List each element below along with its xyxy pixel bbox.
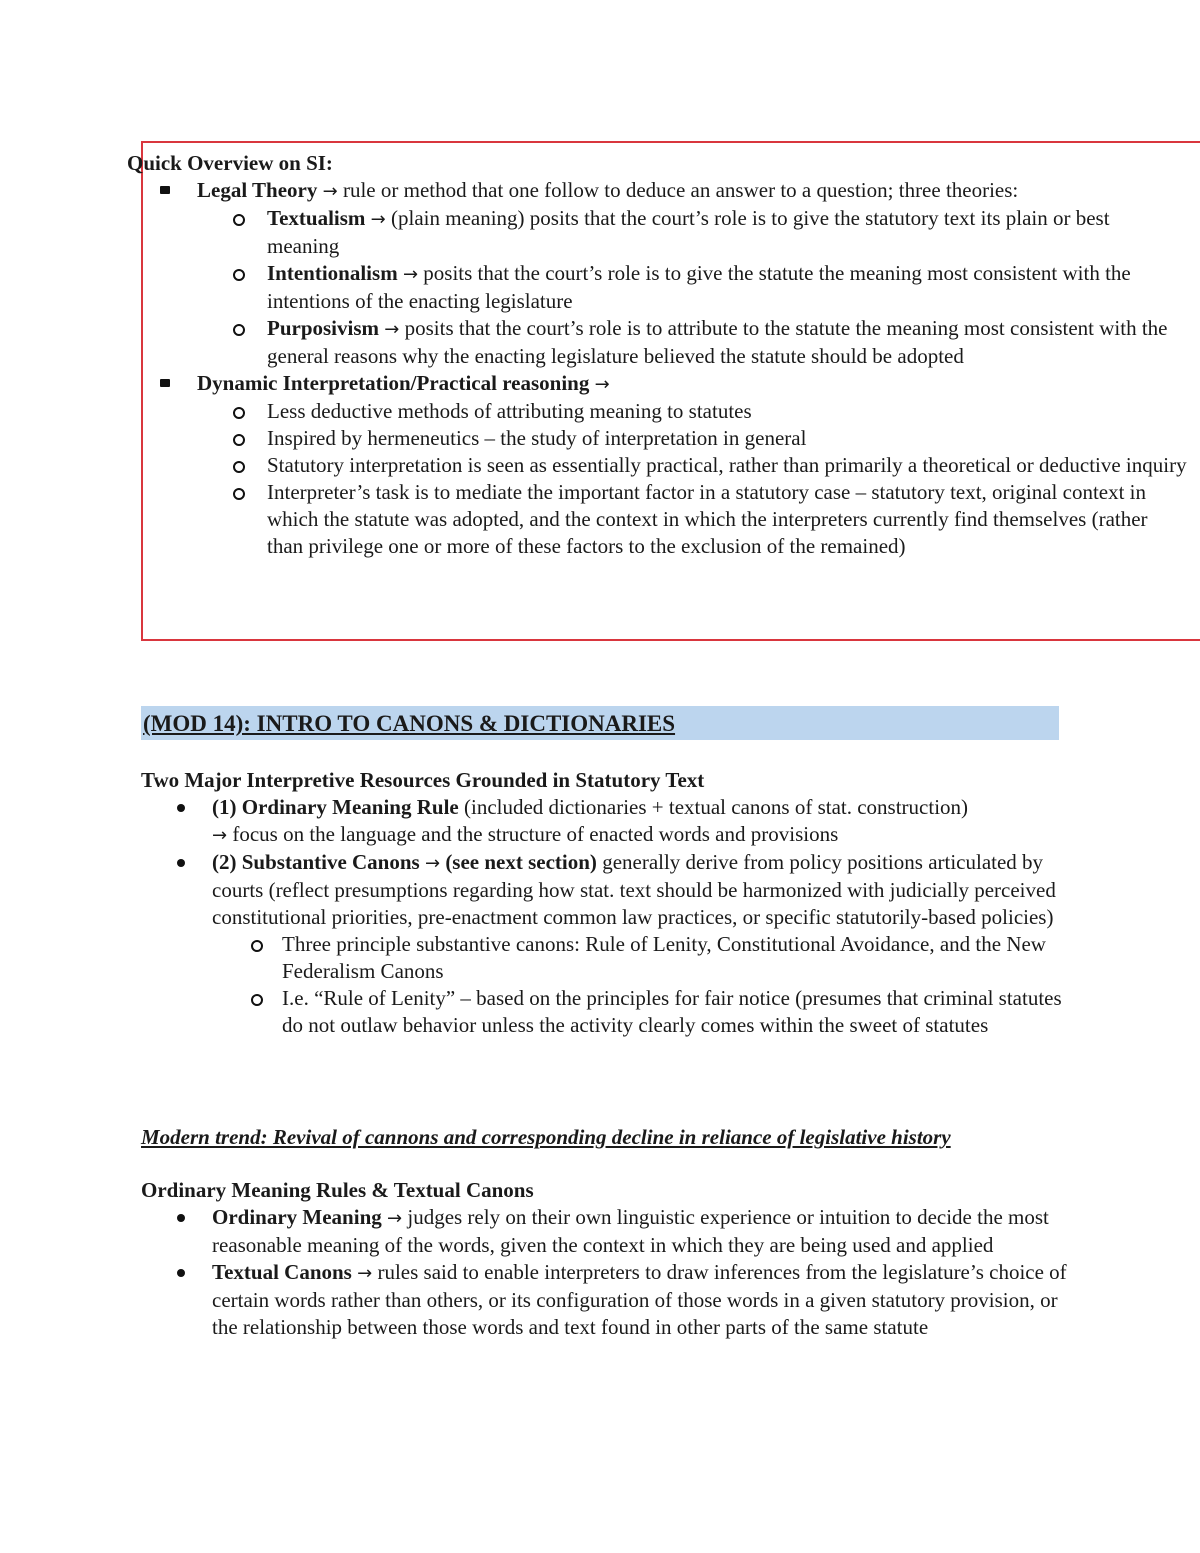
sub-list — [212, 931, 1081, 1039]
list-item — [127, 479, 1187, 560]
list-item-purposivism — [127, 315, 1187, 370]
term-text: rule or method that one follow to deduce an answer to a question; three theories: — [337, 178, 1019, 202]
term-label: Ordinary Meaning — [212, 1205, 382, 1229]
item-text: Less deductive methods of attributing meaning to statutes — [267, 399, 752, 423]
term-label: Legal Theory — [197, 178, 318, 202]
list-item — [127, 425, 1187, 452]
overview-section — [127, 150, 1187, 560]
term-text: focus on the language and the structure of enacted words and provisions — [227, 822, 839, 846]
term-note: (see next section) — [445, 850, 597, 874]
list-item — [127, 398, 1187, 425]
arrow-icon: → — [594, 374, 610, 395]
circle-bullet-icon — [233, 488, 245, 500]
term-text: (plain meaning) posits that the court’s role is to give the statutory text its plain or best meaning — [267, 206, 1110, 258]
bullet-icon — [177, 1269, 185, 1277]
resources-list — [141, 794, 1081, 1039]
list-item-legal-theory — [127, 177, 1187, 370]
term-label: Textualism — [267, 206, 366, 230]
bullet-icon — [177, 859, 185, 867]
term-label: Textual Canons — [212, 1260, 352, 1284]
circle-bullet-icon — [233, 214, 245, 226]
circle-bullet-icon — [251, 994, 263, 1006]
section-title: Two Major Interpretive Resources Grounded in Statutory Text — [141, 768, 705, 792]
term-text: judges rely on their own linguistic experience or intuition to decide the most reasonable meaning of the words, given the context in which they are being used and applied — [212, 1205, 1049, 1257]
item-text: Three principle substantive canons: Rule of Lenity, Constitutional Avoidance, and the New Federalism Canons — [282, 932, 1046, 983]
item-text: Interpreter’s task is to mediate the important factor in a statutory case – statutory text, original context in which the statute was adopted, and the context in which the interpreters currently find themselves (rather than privilege one or more of these factors to the exclusion of the remained) — [267, 480, 1148, 558]
list-item-dynamic — [127, 370, 1187, 560]
circle-bullet-icon — [233, 407, 245, 419]
item-text: I.e. “Rule of Lenity” – based on the principles for fair notice (presumes that criminal statutes do not outlaw behavior unless the activity clearly comes within the sweet of statutes — [282, 986, 1062, 1037]
list-item-textual-canons — [141, 1259, 1081, 1341]
term-text: posits that the court’s role is to give the statute the meaning most consistent with the intentions of the enacting legislature — [267, 261, 1131, 313]
module-heading — [141, 706, 1059, 740]
list-item-ordinary-meaning-rule — [141, 794, 1081, 849]
resources-section — [141, 767, 1081, 1039]
overview-title: Quick Overview on SI: — [127, 151, 333, 175]
bullet-icon — [160, 379, 170, 387]
list-item — [141, 931, 1081, 985]
term-label: (1) Ordinary Meaning Rule — [212, 795, 459, 819]
bullet-icon — [177, 804, 185, 812]
arrow-icon: → — [212, 825, 228, 846]
modern-trend-note: Modern trend: Revival of cannons and corresponding decline in reliance of legislative history — [141, 1125, 951, 1149]
sub-list — [197, 398, 1187, 560]
term-label: (2) Substantive Canons — [212, 850, 420, 874]
item-text: Inspired by hermeneutics – the study of interpretation in general — [267, 426, 807, 450]
list-item-intentionalism — [127, 260, 1187, 315]
item-text: Statutory interpretation is seen as essentially practical, rather than primarily a theoretical or deductive inquiry — [267, 453, 1187, 477]
term-label: Dynamic Interpretation/Practical reasoning — [197, 371, 590, 395]
arrow-icon: → — [424, 853, 441, 874]
list-item-ordinary-meaning — [141, 1204, 1081, 1259]
section-title: Ordinary Meaning Rules & Textual Canons — [141, 1178, 534, 1202]
bullet-icon — [177, 1214, 185, 1222]
overview-list — [127, 177, 1187, 560]
ordinary-meaning-section — [141, 1177, 1081, 1341]
term-text: generally derive from policy positions articulated by courts (reflect presumptions regarding how stat. text should be harmonized with judicially perceived constitutional priorities, pre-enactment common law practices, or specific statutorily-based policies) — [212, 850, 1056, 929]
arrow-icon: → — [357, 1263, 373, 1284]
list-item — [127, 452, 1187, 479]
arrow-icon: → — [370, 209, 386, 230]
circle-bullet-icon — [251, 940, 263, 952]
module-heading-text: (MOD 14): INTRO TO CANONS & DICTIONARIES — [143, 711, 676, 736]
arrow-icon: → — [387, 1208, 403, 1229]
ordinary-list — [141, 1204, 1081, 1341]
circle-bullet-icon — [233, 324, 245, 336]
list-item-textualism — [127, 205, 1187, 260]
arrow-icon: → — [322, 181, 338, 202]
sub-list — [197, 205, 1187, 370]
term-text: (included dictionaries + textual canons of stat. construction) — [458, 795, 969, 819]
list-item — [141, 985, 1081, 1039]
term-label: Intentionalism — [267, 261, 398, 285]
arrow-icon: → — [402, 264, 419, 285]
circle-bullet-icon — [233, 269, 245, 281]
term-label: Purposivism — [267, 316, 380, 340]
term-text: rules said to enable interpreters to draw inferences from the legislature’s choice of certain words rather than others, or its configuration of those words in a given statutory provision, or the relationship between those words and text found in other parts of the same statute — [212, 1260, 1067, 1339]
arrow-icon: → — [384, 319, 400, 340]
list-item-substantive-canons — [141, 849, 1081, 1039]
circle-bullet-icon — [233, 461, 245, 473]
term-text: posits that the court’s role is to attribute to the statute the meaning most consistent with the general reasons why the enacting legislature believed the statute should be adopted — [267, 316, 1168, 368]
circle-bullet-icon — [233, 434, 245, 446]
bullet-icon — [160, 186, 170, 194]
